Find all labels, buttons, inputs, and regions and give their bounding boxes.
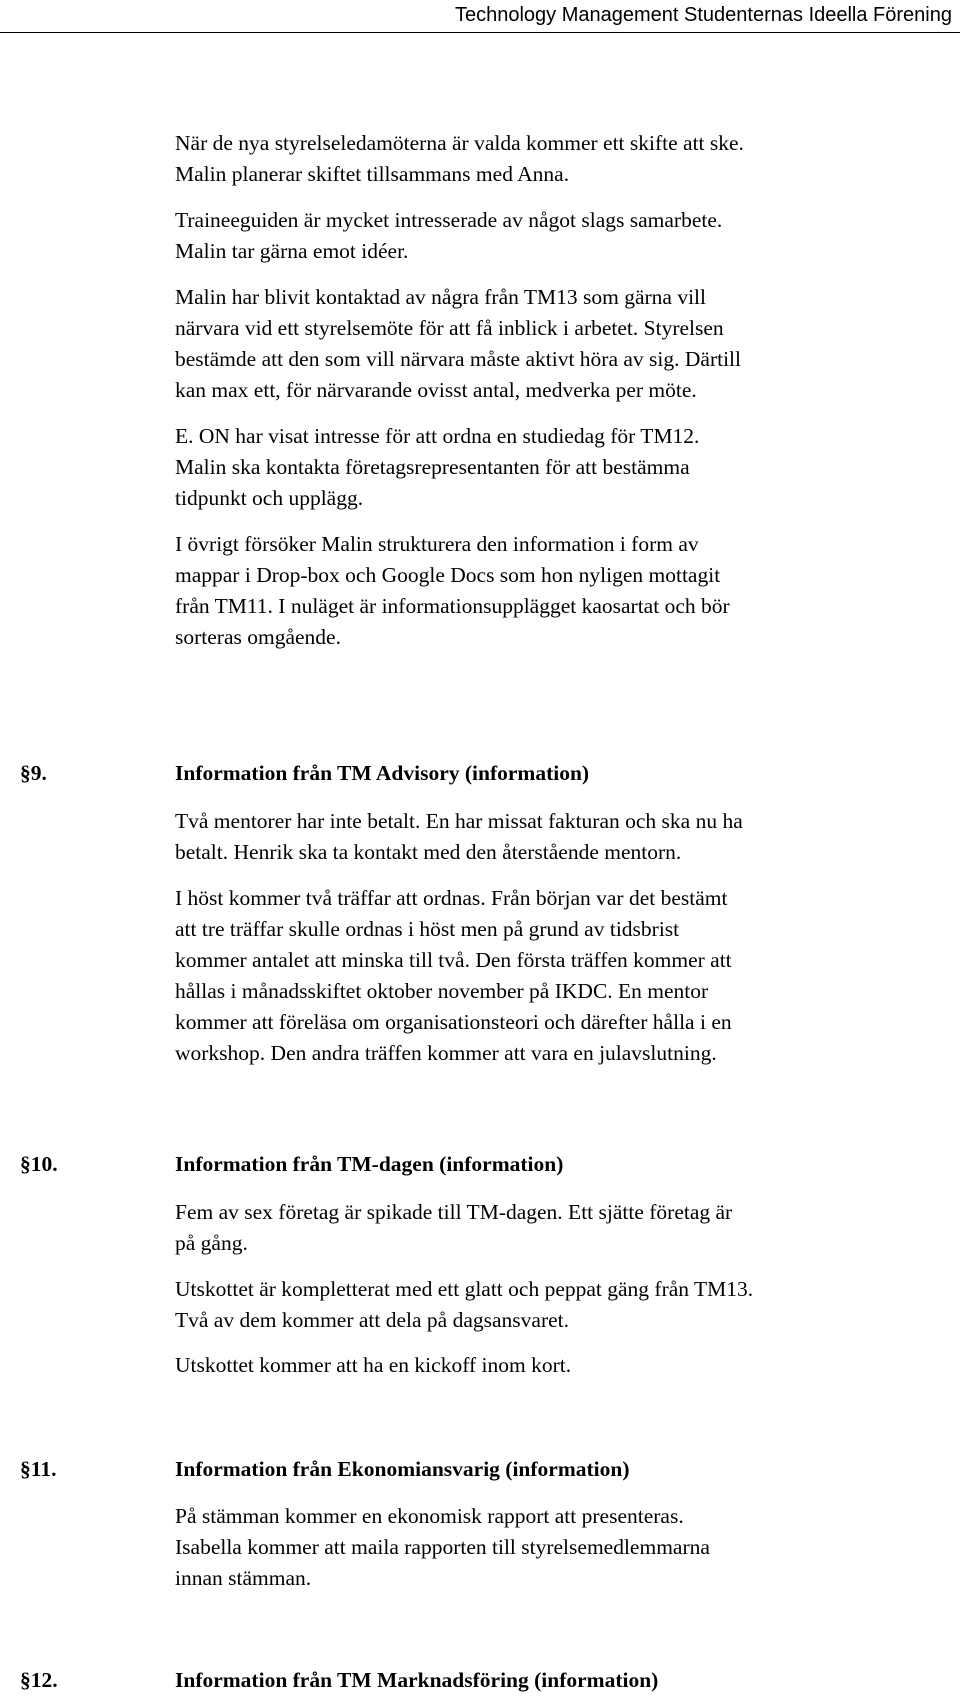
text-line: workshop. Den andra träffen kommer att vara en julavslutning.: [175, 1041, 717, 1065]
text-line: kommer antalet att minska till två. Den första träffen kommer att: [175, 948, 732, 972]
section-title: Information från TM-dagen (information): [175, 1152, 564, 1176]
text-line: Traineeguiden är mycket intresserade av något slags samarbete.: [175, 208, 723, 232]
text-line: betalt. Henrik ska ta kontakt med den återstående mentorn.: [175, 840, 682, 864]
section-paragraph: [175, 806, 743, 868]
text-line: Två mentorer har inte betalt. En har missat fakturan och ska nu ha: [175, 809, 743, 833]
text-line: innan stämman.: [175, 1566, 312, 1590]
section-paragraph: [175, 1197, 732, 1259]
section-paragraph: [175, 883, 732, 1069]
text-line: tidpunkt och upplägg.: [175, 486, 364, 510]
intro-paragraph: [175, 282, 741, 406]
section-number: §9.: [20, 761, 47, 785]
text-line: bestämde att den som vill närvara måste aktivt höra av sig. Därtill: [175, 347, 742, 371]
text-line: Malin tar gärna emot idéer.: [175, 239, 409, 263]
section-number: §12.: [20, 1668, 58, 1692]
text-line: Utskottet kommer att ha en kickoff inom kort.: [175, 1353, 572, 1377]
text-line: hållas i månadsskiftet oktober november på IKDC. En mentor: [175, 979, 709, 1003]
text-line: Två av dem kommer att dela på dagsansvaret.: [175, 1308, 570, 1332]
section-title: Information från TM Advisory (information): [175, 761, 590, 785]
text-line: kommer att föreläsa om organisationsteori och därefter hålla i en: [175, 1010, 732, 1034]
text-line: sorteras omgående.: [175, 625, 341, 649]
text-line: I höst kommer två träffar att ordnas. Från början var det bestämt: [175, 886, 728, 910]
page-header: [0, 0, 960, 33]
text-line: Fem av sex företag är spikade till TM-dagen. Ett sjätte företag är: [175, 1200, 733, 1224]
text-line: Malin ska kontakta företagsrepresentanten för att bestämma: [175, 455, 690, 479]
text-line: I övrigt försöker Malin strukturera den information i form av: [175, 532, 699, 556]
text-line: Malin planerar skiftet tillsammans med Anna.: [175, 162, 570, 186]
text-line: Isabella kommer att maila rapporten till styrelsemedlemmarna: [175, 1535, 710, 1559]
section-number: §11.: [20, 1457, 57, 1481]
text-line: E. ON har visat intresse för att ordna en studiedag för TM12.: [175, 424, 700, 448]
section-paragraph: [175, 1350, 571, 1381]
text-line: Utskottet är kompletterat med ett glatt och peppat gäng från TM13.: [175, 1277, 754, 1301]
text-line: från TM11. I nuläget är informationsupplägget kaosartat och bör: [175, 594, 730, 618]
text-line: Malin har blivit kontaktad av några från TM13 som gärna vill: [175, 285, 707, 309]
text-line: kan max ett, för närvarande ovisst antal, medverka per möte.: [175, 378, 697, 402]
section-paragraph: [175, 1274, 753, 1336]
intro-paragraph: [175, 421, 699, 514]
organization-name: Technology Management Studenternas Ideella Förening: [455, 4, 952, 26]
intro-paragraph: [175, 205, 722, 267]
text-line: mappar i Drop-box och Google Docs som hon nyligen mottagit: [175, 563, 721, 587]
section-title: Information från TM Marknadsföring (information): [175, 1668, 659, 1692]
text-line: närvara vid ett styrelsemöte för att få inblick i arbetet. Styrelsen: [175, 316, 724, 340]
section-title: Information från Ekonomiansvarig (information): [175, 1457, 630, 1481]
text-line: att tre träffar skulle ordnas i höst men på grund av tidsbrist: [175, 917, 680, 941]
intro-paragraph: [175, 529, 730, 653]
intro-paragraph: [175, 128, 744, 190]
section-paragraph: [175, 1501, 710, 1594]
text-line: på gång.: [175, 1231, 248, 1255]
text-line: På stämman kommer en ekonomisk rapport att presenteras.: [175, 1504, 684, 1528]
section-number: §10.: [20, 1152, 58, 1176]
text-line: När de nya styrelseledamöterna är valda kommer ett skifte att ske.: [175, 131, 744, 155]
